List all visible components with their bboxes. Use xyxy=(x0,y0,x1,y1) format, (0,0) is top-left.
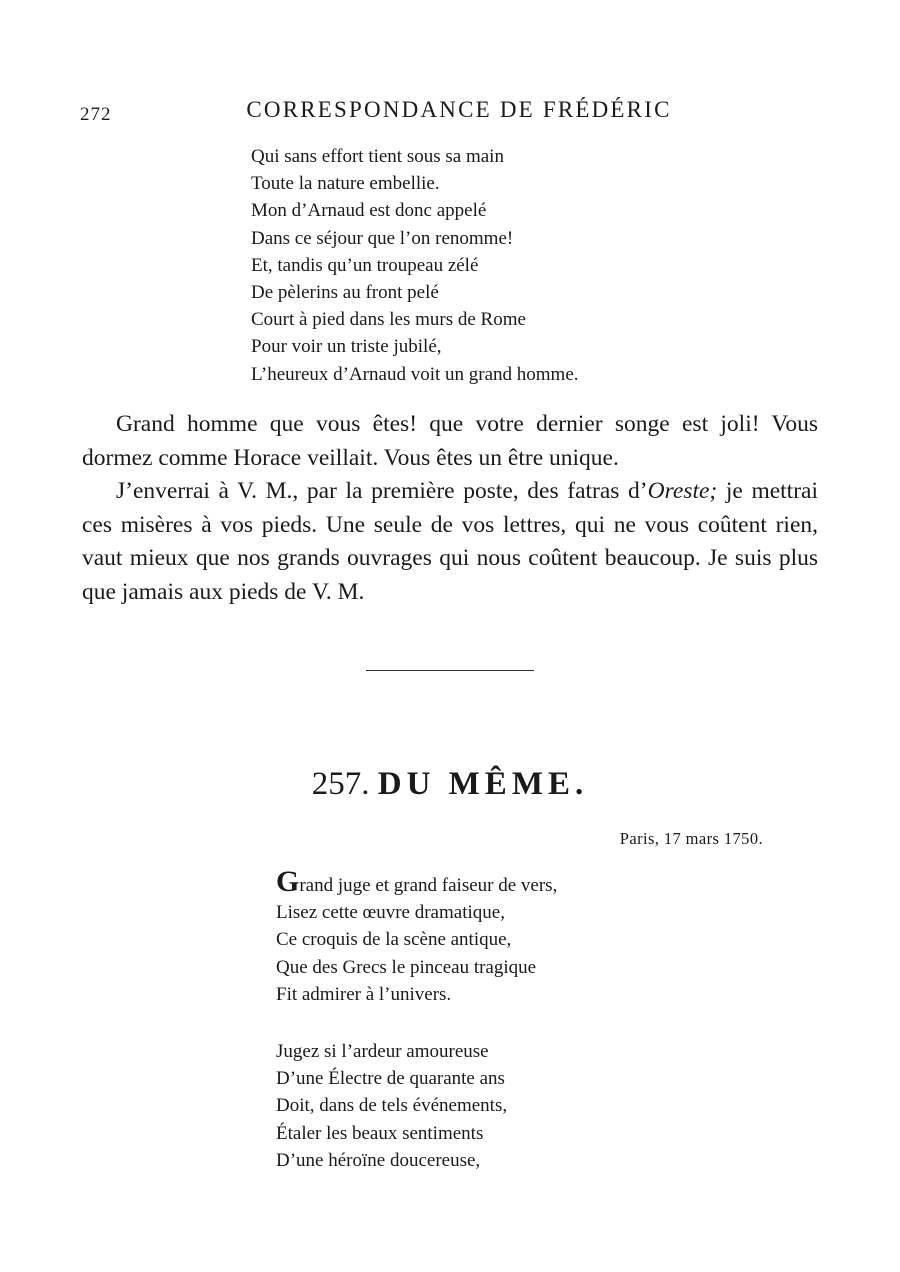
letter-number: 257. xyxy=(311,766,370,802)
section-divider xyxy=(366,670,534,671)
verse-line: Mon d’Arnaud est donc appelé xyxy=(251,200,487,222)
prose-block xyxy=(82,408,818,610)
running-head: CORRESPONDANCE DE FRÉDÉRIC xyxy=(246,97,672,122)
verse-line: Doit, dans de tels événements, xyxy=(276,1095,508,1117)
verse-line: Qui sans effort tient sous sa main xyxy=(251,146,504,167)
verse-line: Que des Grecs le pinceau tragique xyxy=(276,956,537,978)
verse-line: Jugez si l’ardeur amoureuse xyxy=(276,1041,489,1062)
letter-heading xyxy=(0,766,900,803)
verse-stanza-1 xyxy=(276,865,558,1008)
verse-line: Et, tandis qu’un troupeau zélé xyxy=(251,254,479,276)
verse-block-top xyxy=(251,143,579,388)
prose-paragraph-1: Grand homme que vous êtes! que votre dernier songe est joli! Vous dormez comme Horace veillait. Vous êtes un être unique. xyxy=(82,411,818,471)
verse-line: Ce croquis de la scène antique, xyxy=(276,929,512,951)
page-number: 272 xyxy=(80,104,112,125)
verse-line: D’une héroïne doucereuse, xyxy=(276,1149,481,1171)
verse-stanza-2 xyxy=(276,1038,507,1174)
drop-cap: G xyxy=(276,865,300,898)
verse-line-first xyxy=(276,865,558,899)
prose-text: je mettrai ces misères à vos pieds. Une seule de vos lettres, qui ne vous coûtent rien, vaut mieux que nos grands ouvrages qui nous coûtent beaucoup. Je suis plus que jamais aux pieds de V. M. xyxy=(82,478,818,605)
verse-line: L’heureux d’Arnaud voit un grand homme. xyxy=(251,363,579,385)
verse-line: Fit admirer à l’univers. xyxy=(276,983,452,1005)
verse-line: Pour voir un triste jubilé, xyxy=(251,336,442,358)
letter-title: DU MÊME. xyxy=(377,766,589,802)
verse-line: De pèlerins au front pelé xyxy=(251,282,439,304)
prose-paragraph-2 xyxy=(82,475,818,609)
verse-line: D’une Électre de quarante ans xyxy=(276,1068,505,1090)
verse-line: Dans ce séjour que l’on renomme! xyxy=(251,227,514,249)
verse-line: Court à pied dans les murs de Rome xyxy=(251,309,526,331)
dateline: Paris, 17 mars 1750. xyxy=(619,829,763,848)
verse-line: Étaler les beaux sentiments xyxy=(276,1122,484,1144)
verse-line: Lisez cette œuvre dramatique, xyxy=(276,902,505,924)
verse-line: Toute la nature embellie. xyxy=(251,173,440,195)
prose-text: J’enverrai à V. M., par la première poste, des fatras d’ xyxy=(116,478,648,505)
work-title-oreste: Oreste; xyxy=(647,478,718,505)
verse-line-rest: rand juge et grand faiseur de vers, xyxy=(299,875,558,896)
